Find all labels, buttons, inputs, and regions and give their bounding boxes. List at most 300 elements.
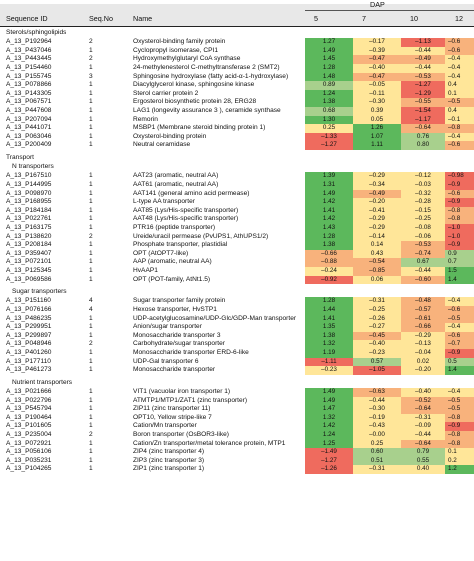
heatmap-cell: –0.66 — [305, 250, 353, 259]
heatmap-cell: 0.7 — [445, 258, 474, 267]
heatmap-cell: 1.25 — [305, 440, 353, 449]
gene-name: UDP-Gal transporter 6 — [133, 357, 199, 365]
sequence-id: A_13_P048946 — [6, 340, 52, 348]
table-row — [0, 465, 474, 474]
heatmap-cell: 1.42 — [305, 215, 353, 224]
heatmap-cell: 1.27 — [305, 38, 353, 47]
seq-no: 1 — [89, 89, 93, 97]
gene-name: Oxysterol-binding protein — [133, 132, 207, 140]
sequence-id: A_13_P200409 — [6, 141, 52, 149]
seq-no: 1 — [89, 349, 93, 356]
col-header-day: 7 — [362, 14, 366, 23]
gene-name: ZIP1 (zinc transporter 1) — [133, 465, 205, 473]
seq-no: 2 — [89, 55, 93, 63]
heatmap-cell: –0.92 — [305, 276, 353, 285]
col-header-sequence-id: Sequence ID — [6, 14, 48, 23]
table-row — [0, 332, 474, 341]
sequence-id: A_13_P545794 — [6, 405, 52, 413]
seq-no: 1 — [89, 98, 93, 106]
seq-no: 1 — [89, 396, 93, 404]
gene-name: Hexose transporter, HvSTP1 — [133, 306, 217, 313]
table-row — [0, 440, 474, 449]
heatmap-cell: –0.29 — [353, 172, 401, 181]
sequence-id: A_13_P207094 — [6, 115, 52, 123]
gene-name: ZIP3 (zinc transporter 3) — [133, 456, 205, 464]
sequence-id: A_13_P063046 — [6, 132, 52, 140]
heatmap-cell: 1.38 — [305, 332, 353, 341]
sequence-id: A_13_P138620 — [6, 232, 52, 240]
heatmap-cell: 1.11 — [353, 141, 401, 150]
sequence-id: A_13_P098970 — [6, 189, 52, 197]
gene-name: AAT48 (Lys/His-specific transporter) — [133, 215, 239, 223]
seq-no: 1 — [89, 267, 93, 274]
gene-name: Cyclopropyl isomerase, CPI1 — [133, 46, 219, 54]
heatmap-cell: –0.49 — [353, 190, 401, 199]
table-row — [0, 358, 474, 367]
heatmap-cell: 1.28 — [305, 233, 353, 242]
heatmap-cell: 1.47 — [305, 405, 353, 414]
sequence-id: A_13_P167510 — [6, 172, 52, 180]
heatmap-cell: –0.61 — [401, 315, 445, 324]
heatmap-cell: 0.79 — [401, 448, 445, 457]
heatmap-cell: –1.27 — [305, 141, 353, 150]
gene-name: Ergosterol biosynthetic protein 28, ERG28 — [133, 98, 257, 106]
sequence-id: A_13_P299951 — [6, 323, 52, 331]
heatmap-cell: –0.74 — [401, 250, 445, 259]
heatmap-cell: –0.48 — [401, 297, 445, 306]
seq-no: 1 — [89, 141, 93, 149]
heatmap-cell: –0.32 — [401, 190, 445, 199]
heatmap-cell: –1.49 — [305, 448, 353, 457]
seq-no: 1 — [89, 46, 93, 54]
seq-no: 1 — [89, 241, 93, 249]
heatmap-cell: –0.6 — [445, 47, 474, 56]
heatmap-cell: –0.30 — [353, 98, 401, 107]
heatmap-cell: –0.4 — [445, 64, 474, 73]
gene-name: AAT85 (Lys/His-specific transporter) — [133, 206, 239, 214]
table-row — [0, 55, 474, 64]
heatmap-cell: 0.80 — [401, 141, 445, 150]
table-row — [0, 457, 474, 466]
heatmap-cell: –1.54 — [401, 107, 445, 116]
heatmap-cell: 0.14 — [353, 241, 401, 250]
heatmap-cell: –0.9 — [445, 181, 474, 190]
heatmap-cell: –1.33 — [305, 133, 353, 142]
section-title: Transport — [6, 154, 34, 161]
heatmap-cell: –0.14 — [353, 233, 401, 242]
seq-no: 1 — [89, 215, 93, 223]
table-row — [0, 258, 474, 267]
table-row — [0, 107, 474, 116]
col-header-day: 12 — [455, 14, 463, 23]
gene-name: OPT (POT-family, AtNt1.5) — [133, 275, 211, 283]
table-row — [0, 250, 474, 259]
gene-name: Remorin — [133, 115, 158, 123]
heatmap-cell: –0.64 — [401, 440, 445, 449]
heatmap-cell: 1.19 — [305, 349, 353, 358]
seq-no: 1 — [89, 107, 93, 114]
section-title: Sterols/sphingolipids — [6, 29, 67, 36]
heatmap-cell: –0.08 — [401, 224, 445, 233]
heatmap-cell: 0.43 — [353, 250, 401, 259]
heatmap-cell: –0.23 — [353, 349, 401, 358]
heatmap-cell: –1.26 — [305, 465, 353, 474]
heatmap-cell: –0.05 — [353, 81, 401, 90]
seq-no: 2 — [89, 340, 93, 348]
heatmap-cell: 1.2 — [445, 465, 474, 474]
heatmap-cell: –0.9 — [445, 349, 474, 358]
gene-name: Sterol carrier protein 2 — [133, 89, 199, 97]
seq-no: 1 — [89, 323, 93, 331]
heatmap-cell: –0.66 — [401, 323, 445, 332]
sequence-id: A_13_P177110 — [6, 357, 51, 365]
table-row — [0, 141, 474, 150]
heatmap-cell: –0.44 — [401, 64, 445, 73]
heatmap-cell: –0.88 — [305, 258, 353, 267]
table-row — [0, 431, 474, 440]
table-row — [0, 297, 474, 306]
heatmap-cell: 0.67 — [401, 258, 445, 267]
heatmap-cell: –0.19 — [353, 414, 401, 423]
seq-no: 1 — [89, 413, 93, 421]
heatmap-cell: –0.40 — [353, 64, 401, 73]
heatmap-cell: –0.03 — [401, 181, 445, 190]
heatmap-cell: –0.55 — [401, 98, 445, 107]
gene-name: Boron transporter (OsBOR3-like) — [133, 431, 230, 438]
heatmap-cell: –1.27 — [305, 457, 353, 466]
heatmap-cell: –0.47 — [353, 55, 401, 64]
heatmap-cell: 1.30 — [305, 116, 353, 125]
gene-name: ZIP4 (zinc transporter 4) — [133, 448, 205, 456]
heatmap-cell: –0.00 — [353, 431, 401, 440]
sequence-id: A_13_P163175 — [6, 224, 52, 231]
heatmap-cell: –1.11 — [305, 358, 353, 367]
table-row — [0, 267, 474, 276]
heatmap-cell: 1.42 — [305, 198, 353, 207]
heatmap-cell: –1.0 — [445, 233, 474, 242]
table-row — [0, 323, 474, 332]
heatmap-cell: –0.9 — [445, 198, 474, 207]
seq-no: 4 — [89, 297, 93, 305]
gene-name: MSBP1 (Membrane steroid binding protein 1) — [133, 124, 266, 132]
heatmap-cell: 1.32 — [305, 414, 353, 423]
heatmap-cell: –0.40 — [353, 340, 401, 349]
heatmap-cell: –0.8 — [445, 440, 474, 449]
seq-no: 1 — [89, 206, 93, 214]
heatmap-cell: 0.39 — [353, 107, 401, 116]
heatmap-cell: 0.25 — [353, 440, 401, 449]
heatmap-cell: 1.26 — [353, 124, 401, 133]
gene-name: Ureide/uracil permease (PvUPS1, AthUPS1/2) — [133, 232, 269, 240]
heatmap-cell: –0.12 — [401, 172, 445, 181]
heatmap-cell: –0.9 — [445, 241, 474, 250]
seq-no: 1 — [89, 124, 93, 132]
seq-no: 2 — [89, 232, 93, 240]
heatmap-cell: –0.5 — [445, 98, 474, 107]
heatmap-cell: –0.85 — [353, 267, 401, 276]
heatmap-cell: 0.9 — [445, 250, 474, 259]
heatmap-cell: –0.13 — [401, 340, 445, 349]
heatmap-cell: 1.49 — [305, 47, 353, 56]
sequence-id: A_13_P154460 — [6, 64, 52, 71]
heatmap-cell: –0.41 — [353, 207, 401, 216]
gene-name: Hydroxymethylglutaryl CoA synthase — [133, 55, 241, 63]
heatmap-cell: –0.49 — [401, 55, 445, 64]
heatmap-cell: 1.32 — [305, 340, 353, 349]
heatmap-cell: –0.40 — [401, 388, 445, 397]
seq-no: 1 — [89, 249, 93, 257]
heatmap-cell: –0.39 — [353, 47, 401, 56]
gene-name: AAP (aromatic, neutral AA) — [133, 258, 212, 266]
heatmap-cell: 1.4 — [445, 276, 474, 285]
sequence-id: A_13_P401260 — [6, 349, 52, 356]
table-row — [0, 448, 474, 457]
heatmap-cell: 0.55 — [401, 457, 445, 466]
heatmap-cell: –0.54 — [353, 258, 401, 267]
heatmap-cell: 1.49 — [305, 388, 353, 397]
seq-no: 1 — [89, 388, 93, 395]
sequence-id: A_13_P447608 — [6, 107, 52, 114]
heatmap-cell: 1.24 — [305, 431, 353, 440]
heatmap-cell: –0.9 — [445, 422, 474, 431]
table-row — [0, 315, 474, 324]
table-row — [0, 414, 474, 423]
heatmap-cell: 1.43 — [305, 224, 353, 233]
heatmap-cell: 1.45 — [305, 55, 353, 64]
heatmap-cell: 1.38 — [305, 241, 353, 250]
seq-no: 2 — [89, 38, 93, 46]
sequence-id: A_13_P072921 — [6, 439, 52, 447]
heatmap-cell: –0.4 — [445, 388, 474, 397]
table-row — [0, 340, 474, 349]
subgroup-title: Nutrient transporters — [12, 378, 73, 386]
heatmap-cell: –0.52 — [401, 397, 445, 406]
col-header-seq-no: Seq.No — [89, 14, 113, 23]
table-row — [0, 90, 474, 99]
heatmap-cell: 0.68 — [305, 107, 353, 116]
table-row — [0, 366, 474, 375]
gene-name: LAG1 (longevity assurance 3 ), ceramide synthase — [133, 107, 281, 114]
gene-name: L-type AA transporter — [133, 198, 195, 206]
table-row — [0, 422, 474, 431]
heatmap-cell: –0.64 — [401, 124, 445, 133]
heatmap-cell: 0.57 — [353, 358, 401, 367]
sequence-id: A_13_P441071 — [6, 124, 52, 132]
gene-name: Monosaccharide transporter ERD-6-like — [133, 349, 249, 356]
table-row — [0, 124, 474, 133]
heatmap-cell: 0.51 — [353, 457, 401, 466]
sequence-id: A_13_P143305 — [6, 89, 52, 97]
sequence-id: A_13_P486235 — [6, 314, 52, 322]
heatmap-cell: –0.24 — [305, 267, 353, 276]
seq-no: 1 — [89, 172, 93, 180]
heatmap-cell: –0.04 — [401, 349, 445, 358]
table-row — [0, 73, 474, 82]
sequence-id: A_13_P022796 — [6, 396, 52, 404]
gene-name: Carbohydrate/sugar transporter — [133, 340, 225, 348]
gene-name: Phosphate transporter, plastidial — [133, 241, 228, 249]
heatmap-cell: 1.35 — [305, 323, 353, 332]
gene-name: AAT141 (general amino acid permease) — [133, 189, 250, 197]
seq-no: 1 — [89, 198, 93, 206]
sequence-id: A_13_P101605 — [6, 422, 52, 430]
heatmap-cell: 0.76 — [401, 133, 445, 142]
seq-no: 1 — [89, 189, 93, 197]
heatmap-cell: –0.25 — [401, 215, 445, 224]
seq-no: 1 — [89, 405, 93, 413]
heatmap-cell: –0.11 — [353, 90, 401, 99]
heatmap-cell: –0.6 — [445, 38, 474, 47]
gene-name: PTR16 (peptide transporter) — [133, 224, 216, 231]
heatmap-cell: –0.31 — [401, 414, 445, 423]
table-row — [0, 349, 474, 358]
table-row — [0, 190, 474, 199]
heatmap-cell: –0.06 — [401, 233, 445, 242]
heatmap-cell: –0.30 — [353, 405, 401, 414]
heatmap-cell: –0.8 — [445, 124, 474, 133]
sequence-id: A_13_P067571 — [6, 98, 52, 106]
heatmap-cell: –0.15 — [401, 207, 445, 216]
heatmap-cell: –0.8 — [445, 414, 474, 423]
heatmap-cell: 1.24 — [305, 90, 353, 99]
gene-name: Monosaccharide transporter — [133, 366, 216, 374]
table-row — [0, 181, 474, 190]
table-row — [0, 64, 474, 73]
heatmap-cell: –0.98 — [445, 172, 474, 181]
heatmap-cell: 0.89 — [305, 81, 353, 90]
heatmap-cell: –0.43 — [353, 422, 401, 431]
table-row — [0, 207, 474, 216]
heatmap-cell: –1.17 — [401, 116, 445, 125]
heatmap-cell: –0.8 — [445, 215, 474, 224]
header-rule — [0, 26, 474, 27]
heatmap-cell: –0.45 — [353, 332, 401, 341]
heatmap-cell: –0.63 — [353, 388, 401, 397]
heatmap-cell: 0.4 — [445, 107, 474, 116]
seq-no: 1 — [89, 357, 93, 365]
seq-no: 1 — [89, 258, 93, 266]
col-header-name: Name — [133, 14, 153, 23]
gene-name: Monosaccharide transporter 3 — [133, 331, 221, 339]
heatmap-cell: –0.29 — [401, 332, 445, 341]
heatmap-cell: –0.47 — [353, 73, 401, 82]
heatmap-cell: –0.34 — [353, 181, 401, 190]
heatmap-cell: –0.31 — [353, 465, 401, 474]
subgroup-title: Sugar transporters — [12, 288, 67, 296]
sequence-id: A_13_P072101 — [6, 258, 52, 266]
seq-no: 2 — [89, 431, 93, 438]
heatmap-cell: –0.31 — [353, 297, 401, 306]
heatmap-cell: –0.6 — [445, 190, 474, 199]
table-row — [0, 241, 474, 250]
heatmap-cell: 1.28 — [305, 64, 353, 73]
heatmap-cell: –0.20 — [401, 366, 445, 375]
heatmap-cell: –0.8 — [445, 207, 474, 216]
heatmap-cell: –0.20 — [353, 198, 401, 207]
gene-name: Sugar transporter family protein — [133, 297, 226, 305]
table-row — [0, 397, 474, 406]
heatmap-cell: 1.5 — [445, 267, 474, 276]
dap-rule — [305, 10, 474, 11]
seq-no: 1 — [89, 439, 93, 447]
sequence-id: A_13_P437046 — [6, 46, 52, 54]
heatmap-cell: 0.60 — [353, 448, 401, 457]
sequence-id: A_13_P155745 — [6, 72, 52, 80]
heatmap-cell: –0.09 — [401, 422, 445, 431]
heatmap-cell: –0.53 — [401, 241, 445, 250]
heatmap-cell: –0.5 — [445, 315, 474, 324]
heatmap-cell: –0.6 — [445, 141, 474, 150]
heatmap-cell: –0.44 — [401, 267, 445, 276]
heatmap-cell: 1.38 — [305, 98, 353, 107]
heatmap-cell: –0.1 — [445, 116, 474, 125]
seq-no: 1 — [89, 81, 93, 89]
table-row — [0, 47, 474, 56]
heatmap-cell: –0.64 — [401, 405, 445, 414]
heatmap-cell: 0.4 — [445, 81, 474, 90]
heatmap-cell: –0.26 — [353, 315, 401, 324]
sequence-id: A_13_P022761 — [6, 215, 52, 223]
sequence-id: A_13_P151160 — [6, 297, 51, 305]
heatmap-cell: –0.17 — [353, 38, 401, 47]
table-row — [0, 276, 474, 285]
sequence-id: A_13_P076166 — [6, 306, 52, 313]
sequence-id: A_13_P144995 — [6, 181, 52, 188]
heatmap-cell: 1.48 — [305, 73, 353, 82]
heatmap-cell: –0.28 — [401, 198, 445, 207]
gene-name: Neutral ceramidase — [133, 141, 191, 149]
heatmap-cell: –0.6 — [445, 306, 474, 315]
table-row — [0, 116, 474, 125]
seq-no: 3 — [89, 72, 93, 80]
heatmap-cell: 1.41 — [305, 315, 353, 324]
table-row — [0, 198, 474, 207]
seq-no: 1 — [89, 331, 93, 339]
heatmap-cell: –1.27 — [401, 81, 445, 90]
gene-name: Cation/Mn transporter — [133, 422, 197, 430]
heatmap-cell: 1.28 — [305, 297, 353, 306]
heatmap-cell: –0.60 — [401, 276, 445, 285]
heatmap-cell: –0.4 — [445, 55, 474, 64]
heatmap-cell: –0.57 — [401, 306, 445, 315]
heatmap-cell: 1.31 — [305, 181, 353, 190]
sequence-id: A_13_P069586 — [6, 275, 52, 283]
seq-no: 1 — [89, 456, 93, 464]
sequence-id: A_13_P056106 — [6, 448, 52, 456]
heatmap-cell: –0.4 — [445, 323, 474, 332]
heatmap-cell: –0.6 — [445, 332, 474, 341]
heatmap-cell: 1.49 — [305, 190, 353, 199]
heatmap-cell: 0.40 — [401, 465, 445, 474]
heatmap-cell: –0.25 — [353, 306, 401, 315]
gene-name: UDP-acetylglucosamine/UDP-Glc/GDP-Man transporter — [133, 314, 297, 322]
gene-name: Oxysterol-binding family protein — [133, 38, 226, 46]
seq-no: 1 — [89, 224, 93, 231]
heatmap-cell: 0.2 — [445, 457, 474, 466]
heatmap-cell: 0.1 — [445, 90, 474, 99]
heatmap-cell: 1.42 — [305, 422, 353, 431]
gene-name: VIT1 (vacuolar iron transporter 1) — [133, 388, 231, 395]
heatmap-cell: 0.05 — [353, 116, 401, 125]
heatmap-cell: –0.23 — [305, 366, 353, 375]
sequence-id: A_13_P021666 — [6, 388, 52, 395]
sequence-id: A_13_P190464 — [6, 413, 52, 421]
sequence-id: A_13_P104265 — [6, 465, 52, 473]
gene-name: ZIP11 (zinc transporter 11) — [133, 405, 211, 413]
heatmap-cell: –1.13 — [401, 38, 445, 47]
sequence-id: A_13_P208184 — [6, 241, 52, 249]
seq-no: 1 — [89, 366, 93, 374]
